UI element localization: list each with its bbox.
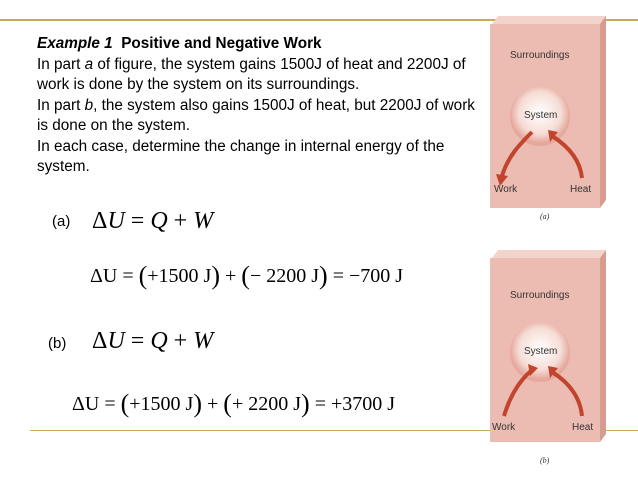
calc-lhs: ΔU <box>72 393 100 415</box>
var-w: W <box>193 328 214 354</box>
part-b-label: (b) <box>48 335 67 352</box>
problem-text <box>37 34 477 178</box>
part-b-calculation: ΔU = (+1500 J) + (+ 2200 J) = +3700 J <box>72 389 396 418</box>
figure-a-caption: (a) <box>540 212 550 221</box>
label-heat: Heat <box>570 184 592 195</box>
var-w: W <box>193 208 214 234</box>
calc-equals: = <box>122 265 134 287</box>
var-q: Q <box>150 208 168 234</box>
calc-term-1: +1500 J <box>129 393 194 415</box>
label-work: Work <box>494 184 518 195</box>
calc-operator: + <box>207 393 219 415</box>
calc-operator: + <box>225 265 237 287</box>
calc-result: +3700 J <box>330 393 396 415</box>
delta-symbol: Δ <box>92 328 108 354</box>
calc-lhs: ΔU <box>90 265 118 287</box>
paragraph-a-post: of figure, the system gains 1500J of heat and 2200J of work is done by the system on its surroundings. <box>37 55 466 93</box>
box-side <box>600 16 606 208</box>
figure-b-illustration <box>484 248 614 444</box>
calc-equals-2: = <box>332 265 344 287</box>
paragraph-b-part: b <box>84 96 94 114</box>
part-a-label: (a) <box>52 213 71 230</box>
label-surroundings: Surroundings <box>510 50 570 61</box>
part-b-equation <box>92 328 213 355</box>
plus: + <box>167 208 194 234</box>
paragraph-a-part: a <box>84 55 94 73</box>
paragraph-a-pre: In part <box>37 55 85 73</box>
figure-a <box>484 14 614 210</box>
label-system: System <box>524 346 558 357</box>
calc-term-1: +1500 J <box>147 265 212 287</box>
delta-symbol: Δ <box>92 208 108 234</box>
paragraph-part-b <box>37 96 477 137</box>
calc-term-2: + 2200 J <box>231 393 302 415</box>
label-heat: Heat <box>572 422 594 433</box>
paragraph-question: In each case, determine the change in internal energy of the system. <box>37 137 445 175</box>
example-number: Example 1 <box>37 35 113 52</box>
part-a-equation <box>92 208 213 235</box>
calc-equals-2: = <box>314 393 326 415</box>
box-top <box>492 250 606 258</box>
paragraph-b-post: , the system also gains 1500J of heat, but 2200J of work is done on the system. <box>37 96 475 134</box>
label-work: Work <box>492 422 516 433</box>
label-surroundings: Surroundings <box>510 290 570 301</box>
calc-term-2: − 2200 J <box>249 265 320 287</box>
label-system: System <box>524 110 558 121</box>
var-u: U <box>107 208 125 234</box>
paragraph-b-pre: In part <box>37 96 85 114</box>
example-title: Positive and Negative Work <box>121 35 322 52</box>
plus: + <box>167 328 194 354</box>
var-q: Q <box>150 328 168 354</box>
var-u: U <box>107 328 125 354</box>
part-a-calculation: ΔU = (+1500 J) + (− 2200 J) = −700 J <box>90 261 404 290</box>
box-side <box>600 250 606 442</box>
paragraph-part-a <box>37 55 477 96</box>
figure-a-illustration <box>484 14 614 210</box>
calc-result: −700 J <box>348 265 404 287</box>
box-top <box>492 16 606 24</box>
figure-b-caption: (b) <box>540 456 550 465</box>
calc-equals: = <box>104 393 116 415</box>
equals: = <box>124 208 151 234</box>
equals: = <box>124 328 151 354</box>
example-heading <box>37 34 477 55</box>
figure-b <box>484 248 614 444</box>
